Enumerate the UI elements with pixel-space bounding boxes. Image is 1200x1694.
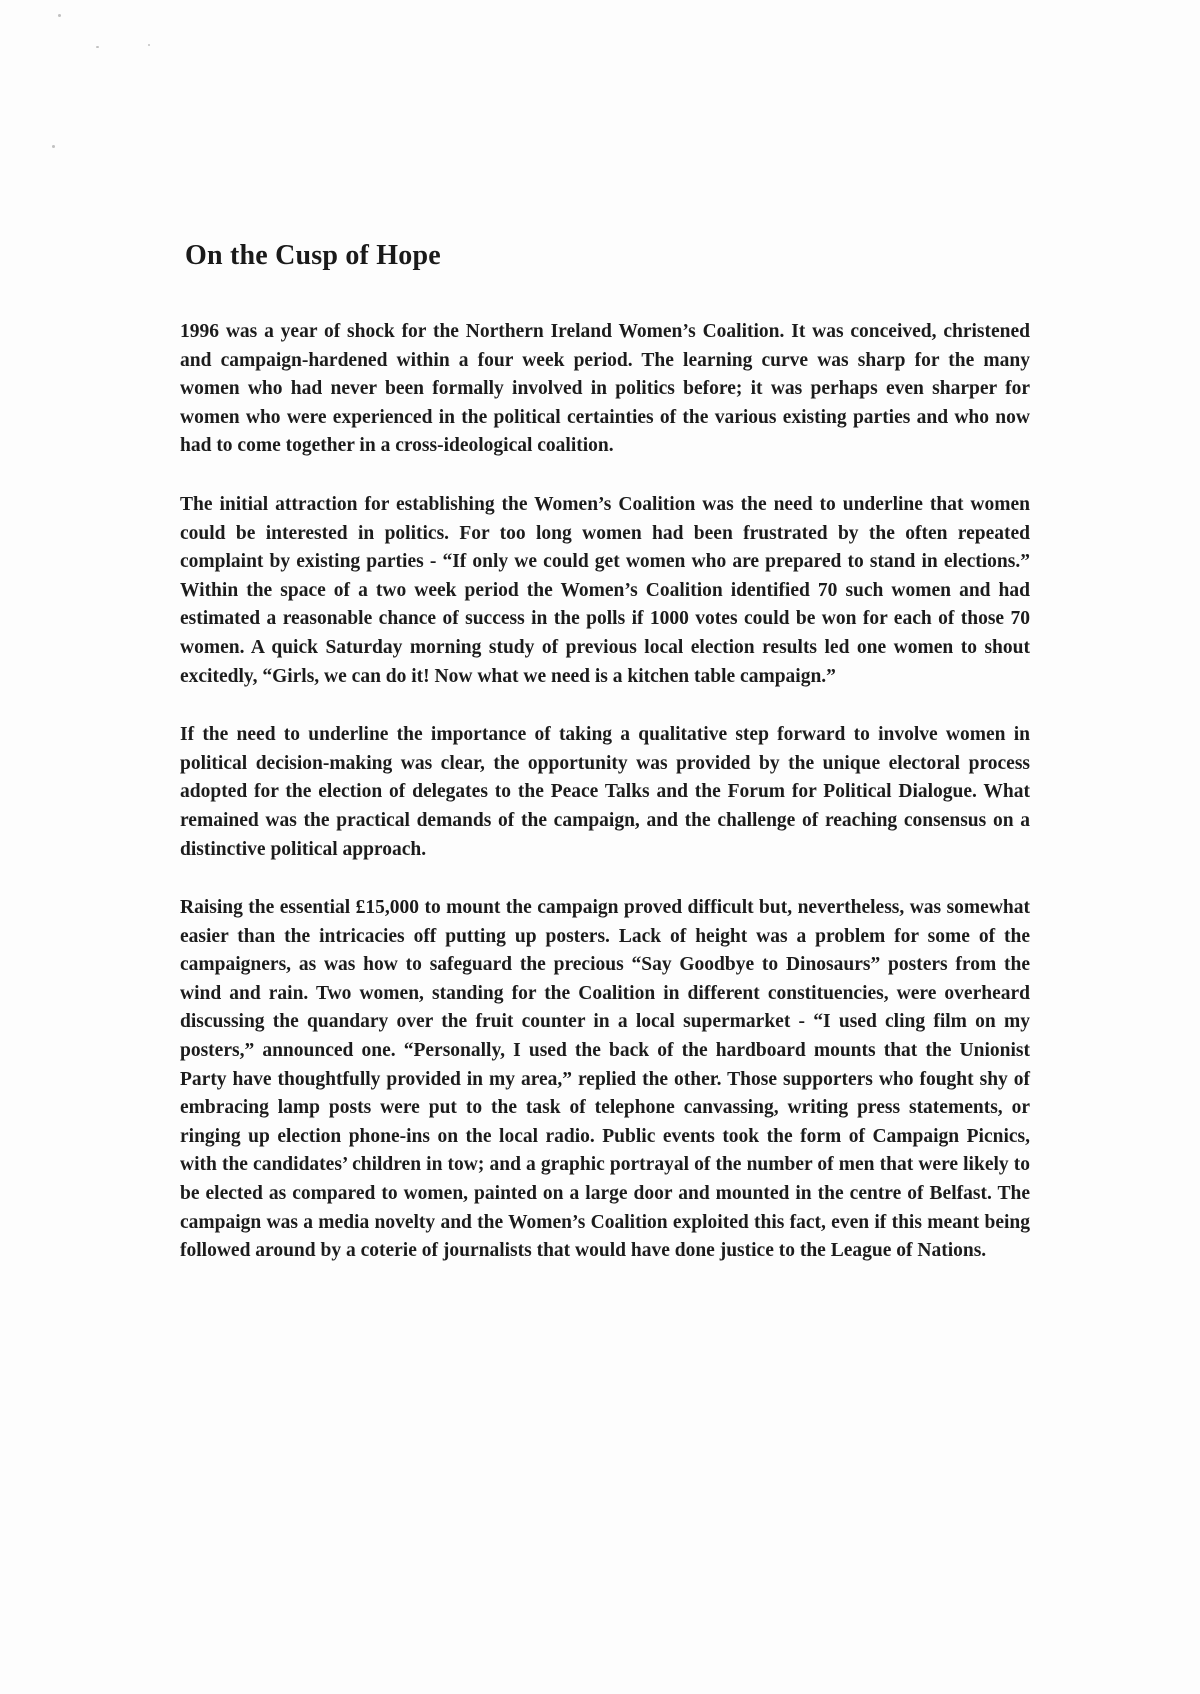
scan-speck: [96, 46, 99, 48]
paragraph-campaign: Raising the essential £15,000 to mount the campaign proved difficult but, nevertheless, was somewhat easier than the intricacies off putting up posters. Lack of height was a problem for some of the campaigners, as was how to safeguard the precious “Say Goodbye to Dinosaurs” posters from the wind and rain. Two women, standing for the Coalition in different constituencies, were overheard discussing the quandary over the fruit counter in a local supermarket - “I used cling film on my posters,” announced one. “Personally, I used the back of the hardboard mounts that the Unionist Party have thoughtfully provided in my area,” replied the other. Those supporters who fought shy of embracing lamp posts were put to the task of telephone canvassing, writing press statements, or ringing up election phone-ins on the local radio. Public events took the form of Campaign Picnics, with the candidates’ children in tow; and a graphic portrayal of the number of men that were likely to be elected as compared to women, painted on a large door and mounted in the centre of Belfast. The campaign was a media novelty and the Women’s Coalition exploited this fact, even if this meant being followed around by a coterie of journalists that would have done justice to the League of Nations.: [180, 897, 1030, 1262]
paragraph-intro: 1996 was a year of shock for the Northern Ireland Women’s Coalition. It was conceived, christened and campaign-hardened within a four week period. The learning curve was sharp for the many women who had never been formally involved in politics before; it was perhaps even sharper for women who were experienced in the political certainties of the various existing parties and who now had to come together in a cross-ideological coalition.: [180, 321, 1030, 457]
document-body: [180, 318, 1030, 1296]
scan-speck: [52, 145, 55, 148]
document-title: On the Cusp of Hope: [185, 240, 441, 271]
paragraph-initial-attraction: The initial attraction for establishing the Women’s Coalition was the need to underline that women could be interested in politics. For too long women had been frustrated by the often repeated complaint by existing parties - “If only we could get women who are prepared to stand in elections.” Within the space of a two week period the Women’s Coalition identified 70 such women and had estimated a reasonable chance of success in the polls if 1000 votes could be won for each of those 70 women. A quick Saturday morning study of previous local election results led one women to shout excitedly, “Girls, we can do it! Now what we need is a kitchen table campaign.”: [180, 493, 1030, 687]
scan-speck: [58, 14, 61, 17]
paragraph-opportunity: If the need to underline the importance of taking a qualitative step forward to involve women in political decision-making was clear, the opportunity was provided by the unique electoral process adopted for the election of delegates to the Peace Talks and the Forum for Political Dialogue. What remained was the practical demands of the campaign, and the challenge of reaching consensus on a distinctive political approach.: [180, 724, 1030, 860]
scan-speck: [148, 44, 150, 46]
